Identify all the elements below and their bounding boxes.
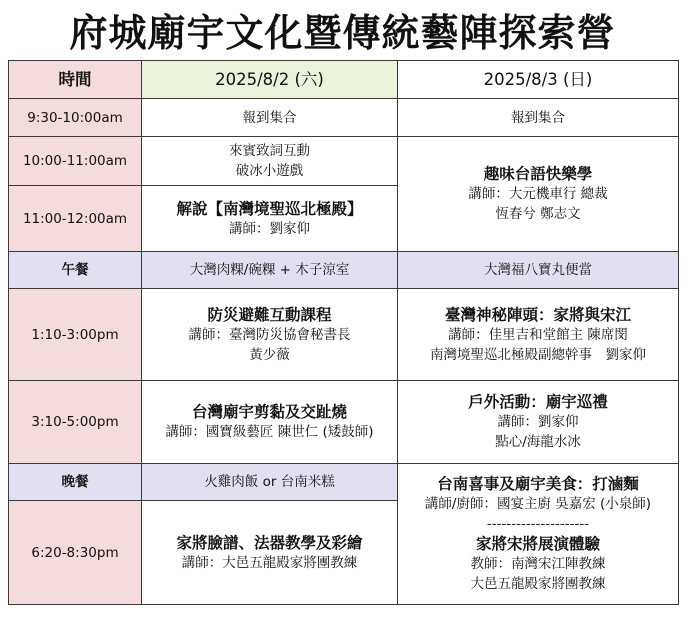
day1-cell: [142, 381, 398, 464]
session-title: 解說【南灣境聖巡北極殿】: [176, 199, 363, 218]
day1-cell: [142, 289, 398, 381]
session-title: 台灣廟宇剪黏及交趾燒: [191, 403, 347, 421]
session-title: 家將宋將展演體驗: [475, 535, 600, 553]
header-day2: 2025/8/3 (日): [398, 61, 679, 99]
snack-line: 點心/海龍水冰: [495, 434, 581, 450]
table-row: [9, 289, 679, 381]
activity-line: 來賓致詞互動: [229, 143, 310, 159]
speaker-line: 恆春兮 鄭志文: [495, 206, 581, 222]
page-title: 府城廟宇文化暨傳統藝陣探索營: [69, 10, 616, 55]
lunch-row: [9, 252, 679, 289]
speaker-line: 黃少薇: [249, 346, 290, 363]
day2-cell: 大灣福八寶丸便當: [398, 252, 679, 289]
speaker-line: 講師：劉家仰: [229, 220, 310, 237]
time-cell: 6:20-8:30pm: [9, 501, 142, 605]
speaker-line: 講師：大元機車行 總裁: [468, 186, 608, 202]
table-row: [9, 137, 679, 186]
speaker-line: 講師：佳里吉和堂館主 陳席閔: [448, 326, 628, 343]
speaker-line: 講師：臺灣防災協會秘書長: [188, 326, 351, 343]
divider: ---------------------: [486, 516, 590, 532]
time-cell: 3:10-5:00pm: [9, 381, 142, 464]
day1-cell: 大灣肉粿/碗粿 + 木子涼室: [142, 252, 398, 289]
time-cell: 11:00-12:00am: [9, 186, 142, 252]
speaker-line: 教師：南灣宋江陣教練: [470, 556, 606, 572]
speaker-line: 大邑五龍殿家將團教練: [470, 576, 606, 592]
activity-line: 破冰小遊戲: [235, 163, 304, 179]
table-row: [9, 381, 679, 464]
meal-label: 午餐: [9, 252, 142, 289]
day2-cell: 報到集合: [398, 99, 679, 137]
day1-cell: [142, 137, 398, 186]
session-title: 臺灣神秘陣頭：家將與宋江: [444, 305, 631, 324]
header-row: [9, 61, 679, 99]
day1-cell: 火雞肉飯 or 台南米糕: [142, 464, 398, 501]
day1-cell: [142, 501, 398, 605]
speaker-line: 講師：劉家仰: [497, 414, 579, 430]
session-title: 戶外活動：廟宇巡禮: [468, 393, 608, 411]
session-title: 家將臉譜、法器教學及彩繪: [176, 533, 363, 552]
speaker-line: 南灣境聖巡北極殿副總幹事 劉家仰: [430, 346, 646, 363]
speaker-line: 講師/廚師：國宴主廚 吳嘉宏 (小泉師): [424, 496, 652, 512]
day2-cell: [398, 464, 679, 605]
dinner-row: [9, 464, 679, 501]
day2-cell: [398, 381, 679, 464]
session-title: 台南喜事及廟宇美食：打滷麵: [437, 475, 639, 493]
speaker-line: 講師：國寶級藝匠 陳世仁 (矮鼓師): [165, 424, 374, 440]
day1-cell: [142, 186, 398, 252]
header-day1: 2025/8/2 (六): [142, 61, 398, 99]
meal-label: 晚餐: [9, 464, 142, 501]
schedule-table: [8, 60, 679, 605]
time-cell: 1:10-3:00pm: [9, 289, 142, 381]
day2-cell: [398, 137, 679, 252]
day2-cell: [398, 289, 679, 381]
session-title: 趣味台語快樂學: [483, 165, 593, 183]
header-time: 時間: [9, 61, 142, 99]
time-cell: 10:00-11:00am: [9, 137, 142, 186]
session-title: 防災避難互動課程: [207, 305, 332, 324]
day1-cell: 報到集合: [142, 99, 398, 137]
table-row: [9, 99, 679, 137]
time-cell: 9:30-10:00am: [9, 99, 142, 137]
speaker-line: 講師：大邑五龍殿家將團教練: [181, 554, 358, 571]
